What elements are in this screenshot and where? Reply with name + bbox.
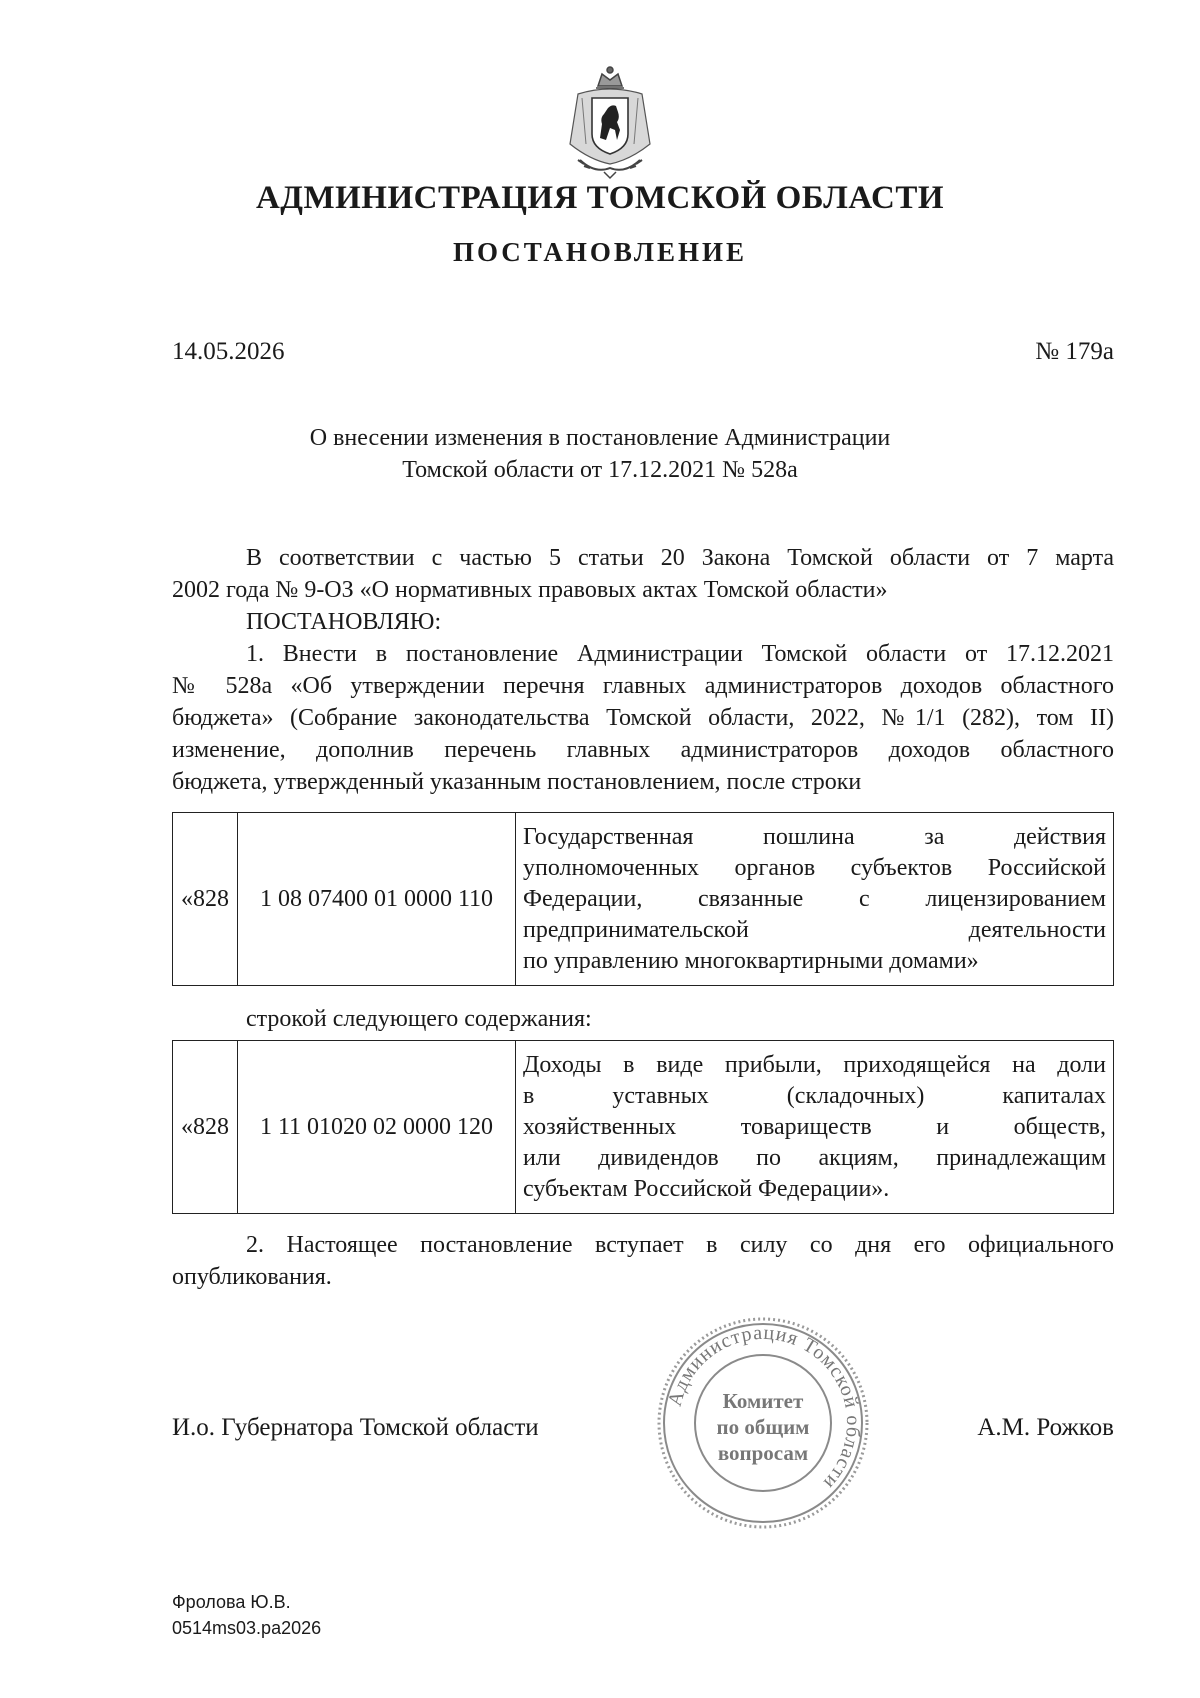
signatory-position: И.о. Губернатора Томской области — [172, 1414, 539, 1441]
stamp-center-line: вопросам — [717, 1441, 809, 1465]
preamble-line: 2002 года № 9-ОЗ «О нормативных правовых актах Томской области» — [172, 577, 888, 603]
table-row — [173, 1041, 1114, 1214]
item-2-line: 2. Настоящее постановление вступает в силу со дня его официального — [246, 1232, 1114, 1258]
item-1-line: изменение, дополнив перечень главных администраторов доходов областного — [172, 737, 1114, 763]
description-line: Государственная пошлина за действия — [523, 823, 1106, 850]
document-date: 14.05.2026 — [172, 338, 285, 365]
document-subject — [0, 422, 1200, 486]
admin-code-cell: «828 — [173, 813, 238, 986]
description-line: Доходы в виде прибыли, приходящейся на доли — [523, 1051, 1106, 1078]
document-type-title: ПОСТАНОВЛЕНИЕ — [452, 237, 748, 267]
item-1-line: № 528а «Об утверждении перечня главных администраторов доходов областного — [172, 673, 1114, 699]
description-line: Федерации, связанные с лицензированием — [523, 885, 1106, 912]
description-line: субъектам Российской Федерации». — [523, 1175, 890, 1202]
income-table-after — [172, 1040, 1114, 1214]
connector-line: строкой следующего содержания: — [246, 1006, 592, 1032]
subject-line: Томской области от 17.12.2021 № 528а — [402, 457, 798, 483]
table-row — [173, 813, 1114, 986]
stamp-center-line: по общим — [716, 1415, 810, 1439]
description-line: предпринимательской деятельности — [523, 916, 1106, 943]
kbk-code-cell: 1 11 01020 02 0000 120 — [238, 1041, 516, 1214]
document-number: № 179а — [1035, 338, 1114, 365]
description-line: по управлению многоквартирными домами» — [523, 947, 979, 974]
preamble-line: В соответствии с частью 5 статьи 20 Закона Томской области от 7 марта — [246, 545, 1114, 571]
executor-name: Фролова Ю.В. — [172, 1592, 291, 1612]
item-1-line: бюджета, утвержденный указанным постановлением, после строки — [172, 769, 862, 795]
organization-title: АДМИНИСТРАЦИЯ ТОМСКОЙ ОБЛАСТИ — [255, 180, 945, 216]
income-description-cell — [516, 813, 1114, 986]
coat-of-arms-icon — [560, 64, 660, 184]
connector-text — [172, 1003, 1114, 1035]
file-code: 0514ms03.pa2026 — [172, 1618, 322, 1638]
stamp-center-line: Комитет — [722, 1389, 804, 1413]
item-1-line: бюджета» (Собрание законодательства Томской области, 2022, №1/1 (282), том II) — [172, 705, 1114, 731]
official-stamp — [656, 1316, 870, 1530]
subject-line: О внесении изменения в постановление Администрации — [309, 425, 891, 451]
admin-code-cell: «828 — [173, 1041, 238, 1214]
description-line: уполномоченных органов субъектов Российской — [523, 854, 1106, 881]
description-line: в уставных (складочных) капиталах — [523, 1082, 1106, 1109]
income-table-before — [172, 812, 1114, 986]
description-line: хозяйственных товариществ и обществ, — [523, 1113, 1106, 1140]
stamp-ring-text: Администрация Томской области — [663, 1321, 865, 1495]
description-line: или дивидендов по акциям, принадлежащим — [523, 1144, 1106, 1171]
item-2 — [172, 1229, 1114, 1293]
item-2-line: опубликования. — [172, 1264, 332, 1290]
income-description-cell — [516, 1041, 1114, 1214]
decree-word: ПОСТАНОВЛЯЮ: — [246, 609, 442, 635]
signatory-name: А.М. Рожков — [977, 1414, 1114, 1441]
preamble — [172, 542, 1114, 798]
item-1-line: 1. Внести в постановление Администрации Томской области от 17.12.2021 — [246, 641, 1114, 667]
kbk-code-cell: 1 08 07400 01 0000 110 — [238, 813, 516, 986]
